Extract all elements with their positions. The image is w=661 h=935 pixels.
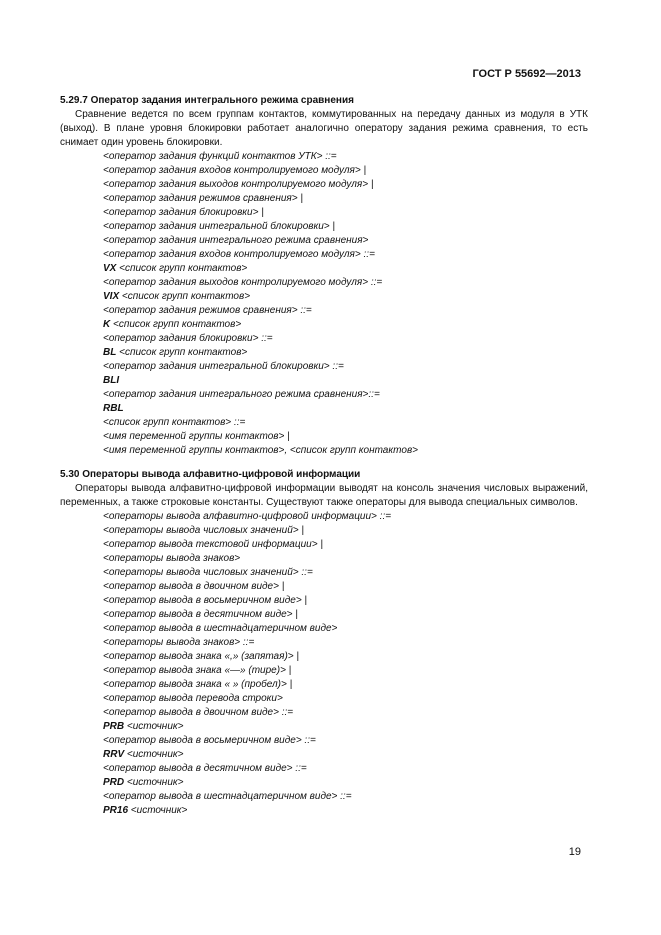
grammar-line (103, 678, 588, 692)
grammar-text: <оператор вывода перевода строки> (103, 693, 283, 704)
grammar-line (103, 388, 588, 402)
grammar-line (103, 416, 588, 430)
grammar-text: <операторы вывода знаков> ::= (103, 637, 255, 648)
section-paragraph: Сравнение ведется по всем группам контактов, коммутированных на передачу данных из модуля в УТК (выход). В плане уровня блокировки работает аналогично оператору задания режима сравнения, то есть снимает один уровень блокировки. (60, 109, 588, 148)
grammar-line (103, 776, 588, 790)
keyword: PR16 (103, 805, 129, 816)
grammar-text: <список групп контактов> (110, 319, 242, 330)
grammar-text: <оператор задания входов контролируемого модуля> ::= (103, 249, 375, 260)
grammar-text: <оператор вывода знака «—» (тире)> | (103, 665, 292, 676)
grammar-line (103, 692, 588, 706)
grammar-text: <оператор вывода текстовой информации> | (103, 539, 323, 550)
section-heading-5-30: 5.30 Операторы вывода алфавитно-цифровой информации (60, 469, 361, 480)
grammar-text: <оператор задания выходов контролируемого модуля> | (103, 179, 374, 190)
grammar-line (103, 304, 588, 318)
grammar-text: <операторы вывода знаков> (103, 553, 241, 564)
keyword: RRV (103, 749, 125, 760)
section-paragraph: Операторы вывода алфавитно-цифровой информации выводят на консоль значения числовых выражений, переменных, а также строковые константы. Существуют также операторы для вывода специальных символов. (60, 483, 588, 508)
grammar-line (103, 150, 588, 164)
grammar-line (103, 178, 588, 192)
grammar-text: <оператор вывода знака «,» (запятая)> | (103, 651, 299, 662)
grammar-text: <оператор задания интегральной блокировки> | (103, 221, 336, 232)
grammar-line (103, 622, 588, 636)
grammar-text: <оператор задания входов контролируемого модуля> | (103, 165, 367, 176)
grammar-line (103, 430, 588, 444)
grammar-text: <источник> (124, 721, 184, 732)
grammar-line (103, 374, 588, 388)
grammar-line (103, 234, 588, 248)
grammar-block (60, 510, 588, 818)
grammar-text: <оператор задания интегральной блокировки> ::= (103, 361, 344, 372)
keyword: VX (103, 263, 117, 274)
grammar-text: <оператор задания функций контактов УТК> ::= (103, 151, 337, 162)
grammar-line (103, 748, 588, 762)
grammar-text: <имя переменной группы контактов>, <список групп контактов> (103, 445, 419, 456)
grammar-line (103, 510, 588, 524)
grammar-text: <оператор вывода в двоичном виде> ::= (103, 707, 294, 718)
grammar-line (103, 346, 588, 360)
grammar-line (103, 664, 588, 678)
grammar-text: <оператор задания режимов сравнения> | (103, 193, 303, 204)
grammar-line (103, 192, 588, 206)
grammar-line (103, 580, 588, 594)
grammar-block (60, 150, 588, 458)
grammar-text: <список групп контактов> (116, 347, 248, 358)
grammar-line (103, 248, 588, 262)
grammar-text: <оператор задания блокировки> | (103, 207, 264, 218)
grammar-text: <оператор вывода в десятичном виде> | (103, 609, 298, 620)
grammar-line (103, 332, 588, 346)
grammar-line (103, 220, 588, 234)
grammar-line (103, 206, 588, 220)
grammar-line (103, 262, 588, 276)
grammar-line (103, 360, 588, 374)
grammar-text: <операторы вывода числовых значений> | (103, 525, 304, 536)
grammar-line (103, 318, 588, 332)
grammar-text: <оператор вывода в восьмеричном виде> ::= (103, 735, 316, 746)
grammar-line (103, 804, 588, 818)
grammar-line (103, 790, 588, 804)
grammar-text: <оператор задания выходов контролируемого модуля> ::= (103, 277, 383, 288)
keyword: PRB (103, 721, 125, 732)
section-heading-5-29-7: 5.29.7 Оператор задания интегрального режима сравнения (60, 95, 354, 106)
keyword: RBL (103, 403, 124, 414)
grammar-text: <оператор задания интегрального режима сравнения>::= (103, 389, 380, 400)
grammar-line (103, 650, 588, 664)
grammar-text: <оператор задания интегрального режима сравнения> (103, 235, 369, 246)
grammar-text: <имя переменной группы контактов> | (103, 431, 290, 442)
grammar-line (103, 402, 588, 416)
grammar-text: <список групп контактов> (119, 291, 251, 302)
grammar-line (103, 594, 588, 608)
grammar-text: <оператор вывода в двоичном виде> | (103, 581, 285, 592)
grammar-line (103, 636, 588, 650)
grammar-text: <оператор вывода в восьмеричном виде> | (103, 595, 308, 606)
grammar-text: <список групп контактов> ::= (103, 417, 246, 428)
keyword: BL (103, 347, 117, 358)
grammar-line (103, 608, 588, 622)
grammar-line (103, 164, 588, 178)
grammar-line (103, 566, 588, 580)
grammar-text: <источник> (128, 805, 188, 816)
grammar-text: <операторы вывода числовых значений> ::= (103, 567, 313, 578)
grammar-line (103, 706, 588, 720)
page-content (60, 94, 588, 818)
grammar-text: <оператор вывода в шестнадцатеричном виде> (103, 623, 338, 634)
grammar-line (103, 276, 588, 290)
grammar-text: <оператор вывода в десятичном виде> ::= (103, 763, 307, 774)
grammar-line (103, 538, 588, 552)
grammar-text: <оператор вывода в шестнадцатеричном виде> ::= (103, 791, 352, 802)
grammar-line (103, 524, 588, 538)
grammar-text: <оператор задания режимов сравнения> ::= (103, 305, 312, 316)
grammar-text: <список групп контактов> (116, 263, 248, 274)
keyword: PRD (103, 777, 125, 788)
grammar-line (103, 552, 588, 566)
grammar-line (103, 444, 588, 458)
grammar-line (103, 762, 588, 776)
keyword: K (103, 319, 111, 330)
page-number: 19 (568, 846, 581, 858)
keyword: VIX (103, 291, 120, 302)
grammar-line (103, 734, 588, 748)
grammar-line (103, 720, 588, 734)
grammar-text: <источник> (124, 749, 184, 760)
document-id: ГОСТ Р 55692—2013 (472, 68, 581, 80)
grammar-text: <оператор вывода знака « » (пробел)> | (103, 679, 293, 690)
grammar-line (103, 290, 588, 304)
grammar-text: <источник> (124, 777, 184, 788)
grammar-text: <операторы вывода алфавитно-цифровой информации> ::= (103, 511, 392, 522)
grammar-text: <оператор задания блокировки> ::= (103, 333, 273, 344)
keyword: BLI (103, 375, 120, 386)
